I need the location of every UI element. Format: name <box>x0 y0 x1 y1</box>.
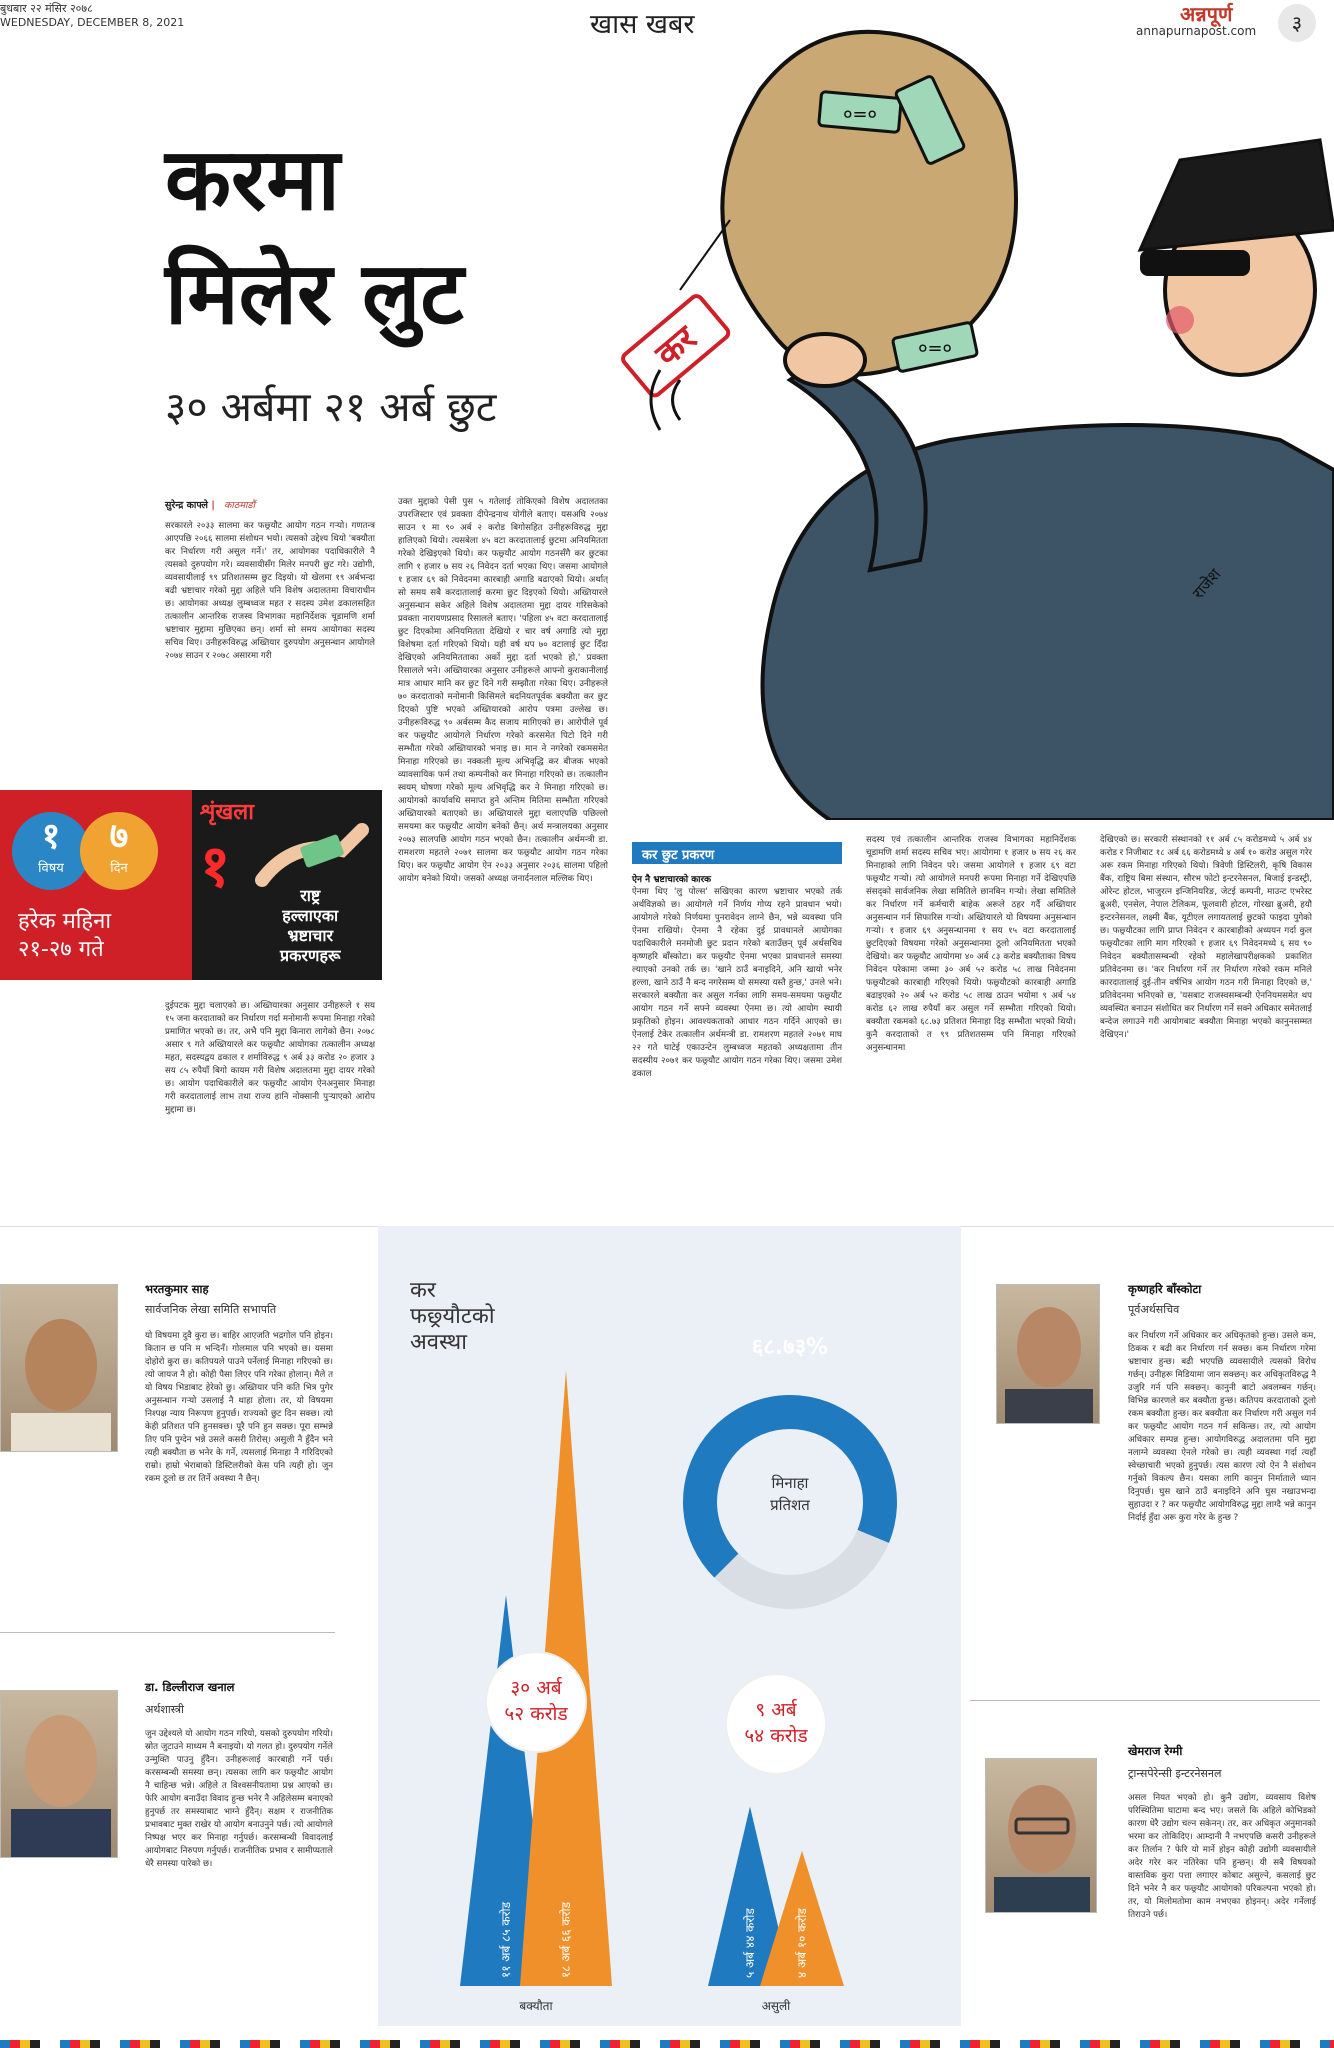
series-banner <box>0 790 192 980</box>
header-date-np: बुधबार २२ मंसिर २०७८ <box>0 2 93 15</box>
series-days-circle <box>80 812 158 890</box>
callout-2-line1: ९ अर्ब <box>755 1699 797 1721</box>
cartoonist-signature: राजेश <box>1188 564 1225 603</box>
money-hand-icon <box>252 820 372 890</box>
cartoon-hat <box>1140 140 1334 250</box>
byline: सुरेन्द्र काफ्ले | काठमाडौं <box>165 500 256 511</box>
series-count-label: विषय <box>38 861 64 876</box>
donut-chart <box>700 1335 880 1592</box>
masthead-url[interactable]: annapurnapost.com <box>1136 24 1257 38</box>
header-dates <box>0 2 184 30</box>
series-schedule: हरेक महिना २१-२७ गते <box>18 909 112 962</box>
divider <box>970 1700 1320 1701</box>
series-title: राष्ट्र हल्लाएका भ्रष्टाचार प्रकरणहरू <box>280 886 341 965</box>
article-column-6: देखिएको छ। सरकारी संस्थानको ११ अर्ब ८५ करोडमध्ये ५ अर्ब ४४ करोड र निजीबाट १८ अर्ब ६६ करोडमध्ये ४ अर्ब १० करोड असुल गरेर अरू रकम मिनाहा गरिएको थियो। त्रिवेणी डिस्टिलरी, कृषि विकास बैंक, राष्ट्रिय बिमा संस्थान, सौरभ फोटो इन्टरनेसनल, बिजाई इन्डस्ट्री, ओरेन्ट होटल, भाजुरत्न इन्जिनियरिङ, जेटई कम्पनी, माउन्ट एभरेस्ट ब्रुअरी, एनसेल, नेपाल टेलिकम, फूलवारी होटल, गोरखा ब्रुअरी, हयौ इन्टरनेसनल, लक्ष्मी बैंक, यूटीएल लगायतलाई छुटको फाइदा पुगेको छ। फछ्र्यौटका लागि प्राप्त निवेदन र कारबाहीको अध्ययन गर्दा कुल फछ्र्यौटका लागि माग गरिएको १ हजार ६९ निवेदनमध्ये ६ सय ९० निवेदन बक्यौतासम्बन्धी रहेको महालेखापरीक्षकको प्रकाशित प्रतिवेदनमा छ। 'कर निर्धारण गर्ने तर निर्धारण गरेको रकम मनिले कारदातालाई दुई-तीन वर्षभित्र आयोग गठन गरी मिनाहा दिएको छ,' प्रतिवेदनमा भनिएको छ, 'यसबाट राजस्वसम्बन्धी ऐननियमसमेत थप व्यवस्थित बनाउन संशोधित कर निर्धारण गर्ने सक्ने अधिकार समेतलाई बन्देज लगाउने गरी आयोगबाट बक्यौता मिनाहा भएको कानुनसम्मत देखिएन।' <box>1100 835 1312 1040</box>
callout-1 <box>486 1652 586 1752</box>
person-name: डा. डिल्लीराज खनाल <box>145 1680 235 1694</box>
portrait-photo <box>996 1284 1100 1424</box>
box-heading: कर छुट प्रकरण <box>632 842 842 864</box>
headline-line1: करमा <box>165 130 340 230</box>
tax-settlement-chart <box>378 1226 961 2026</box>
series-label: शृंखला <box>200 800 254 825</box>
box-subheading: ऐन नै भ्रष्टाचारको कारक <box>632 875 712 885</box>
group-label-2: असुली <box>761 1999 791 2013</box>
cartoon-illustration <box>620 0 1334 820</box>
spike-value-label: १८ अर्ब ६६ करोड <box>559 1901 573 1978</box>
spike-value-label: ५ अर्ब ४४ करोड <box>743 1908 757 1978</box>
donut-caption-2: प्रतिशत <box>770 1496 810 1514</box>
person-quote: असल नियत भएको हो। कुनै उद्योग, व्यवसाय विशेष परिस्थितिमा घाटामा बन्द भए। जसले कि अहिले कोभिडको कारण धेरै उद्योग चल्न सकेनन्। तर, कर अधिकृत अनुमानको भरमा कर तोकिदिए। आम्दानी नै नभएपछि कसरी उनीहरूले कर तिर्लान ? फेरि यो मार्ने होइन कोही उद्योगी व्यवसायीले अदेर गरेर कर नतिरेका पनि हुन्छन्। यी सबै विषयको वास्तविक कुरा पत्ता लगाएर कोबाट असुल्ने, कसलाई छुट दिने भनेर नै कर फछ्र्यौट आयोगको परिकल्पना भएको हो। तर, यो मिलोमतोमा काम नभएका होइनन्। अदेर गर्नेलाई तिराउने पर्छ। <box>1128 1793 1316 1920</box>
divider <box>0 1632 335 1633</box>
callout-2-line2: ५४ करोड <box>744 1725 808 1747</box>
page-number: ३ <box>1278 4 1316 42</box>
series-number: १ <box>200 832 231 900</box>
article-column-3: दुईपटक मुद्दा चलाएको छ। अख्तियारका अनुसार उनीहरूले १ सय १५ जना करदाताको कर निर्धारण गर्दा मनोमानी रूपमा मिनाहा गरेको प्रमाणित भएको छ। तर, अभै पनि मुद्दा किनारा लागेको छैन। २०७८ असार ९ गते अख्तियारले कर फछ्र्यौट आयोगका तत्कालीन अध्यक्ष महत, सदस्यद्वय ढकाल र शर्माविरुद्ध ९ अर्ब ३३ करोड २० हजार ३ सय ८५ रुपैयाँ बिगो कायम गरी विशेष अदालतमा मुद्दा दायर गरेको छ। आयोग पदाधिकारीले कर फछ्र्यौट आयोग ऐनअनुसार मिनाहा गरी करदातालाई लाभ तथा राज्य हानि नोक्सानी पुऱ्याएको आरोप मुद्दामा छ। <box>165 1001 375 1115</box>
cartoon-coat <box>763 425 1334 820</box>
bill-icon <box>819 92 902 133</box>
bill-label: ०=० <box>843 104 877 125</box>
person-role: सार्वजनिक लेखा समिति सभापति <box>145 1303 277 1316</box>
donut-value: ६८.७३% <box>751 1335 829 1360</box>
infographic-panel <box>378 1226 961 2026</box>
series-days-number: ७ <box>109 816 129 857</box>
headline-subline: ३० अर्बमा २१ अर्ब छुट <box>165 383 497 431</box>
section-title: खास खबर <box>590 9 695 40</box>
byline-place: काठमाडौं <box>224 500 256 511</box>
print-registration-bar <box>0 2040 1334 2048</box>
portrait-photo <box>0 1284 118 1452</box>
person-role: पूर्वअर्थसचिव <box>1128 1303 1180 1316</box>
tax-tag <box>621 294 731 398</box>
person-role: ट्रान्सपेरेन्सी इन्टरनेसनल <box>1128 1767 1222 1780</box>
masthead-logo[interactable]: अन्नपूर्ण <box>1180 2 1233 26</box>
bill-label: ०=० <box>918 338 952 359</box>
series-count-number: १ <box>41 816 61 857</box>
header-date-en: WEDNESDAY, DECEMBER 8, 2021 <box>0 16 185 29</box>
article-column-5: सदस्य एवं तत्कालीन आन्तरिक राजस्व विभागका महानिर्देशक चूडामणि शर्मा सदस्य सचिव भए। आयोगमा १ हजार ७ सय २६ कर मिनाहाको लागि निवेदन परे। जसमा आयोगले १ हजार ६९ वटा फछ्र्यौट गर्‍यो। त्यो आयोगले मनपरी रूपमा मिनाहा गर्ने देखिएपछि संसद्को सार्वजनिक लेखा समितिले छानबिन गर्‍यो। लेखा समितिले कर निर्धारण गर्ने कर्मचारी बाहेक अरूले ठहर गर्दै अख्तियार अनुसन्धान गर्न सिफारिस गर्‍यो। अख्तियारले यो विषयमा अनुसन्धान गर्‍यो। १ हजार ६९ अनुसन्धानमा १ सय १५ वटा करदातालाई छुटदिएको विषयमा गरेको अनुसन्धानमा ठूलो अनियमितता भएको देखियो। कर फछ्र्यौट आयोगमा ४० अर्ब ८३ करोड बक्यौताका विषय निवेदन परेकामा जम्मा ३० अर्ब ५२ करोड ५८ लाख निवेदनमा फछ्र्यौटको कारबाही गरिएको थियो। फछ्र्यौटको कारबाही अगाडि बढाइएको २० अर्ब ५२ करोड ५८ लाख ठाउन भयोमा ९ अर्ब ५४ करोड ६२ लाख रुपैयाँ कर असुल गर्ने सम्भौता गरिएको थियो। बक्यौता रकमको ६८.७३ प्रतिशत मिनाहा दिइ सम्भौता भएको थियो। कुनै करदाताको त ९९ प्रतिशतसम्म पनि मिनाहा गरिएको अनुसन्धानमा <box>866 835 1076 1053</box>
spike-value-label: ४ अर्ब १० करोड <box>795 1908 809 1978</box>
article-column-4: ऐनमा थिए 'लु पोल्स' सखिएका कारण भ्रष्टाचार भएको तर्क अर्थविज्ञको छ। आयोगले गर्ने निर्णय गोप्य रहने प्रावधान भयो। आयोगले गरेको निर्णयमा पुनरावेदन लाग्ने छैन, भन्ने व्यवस्था पनि ऐनमा राखियो। ऐनमा नै रहेका दुई प्रावधानले आयोगका पदाधिकारीले मनमोजी छुट प्रदान गरेको बताउँछन् पूर्व अर्थसचिव कृष्णहरि बाँस्कोटा। कर फछ्र्यौट ऐनमा भएका प्रावधानले समस्या ल्याएको उनको तर्क छ। 'खाने ठाउँ बनाइदिने, अनि खायो भनेर हल्ला, खाने ठाउँ नै बन्द नगरेसम्म यो समस्या यस्तै हुन्छ,' उनले भने। सरकारले बक्यौता कर असुल गर्नका लागि समय-समयमा फछ्र्यौट आयोग गठन गर्ने सफ्ने व्यवस्था ऐनमा छ। त्यो आयोग स्थायी प्रकृतिको होइन। आवश्यकताको आधार गठन गर्दिने आएको छ। ऐनलाई टेकेर तत्कालीन अर्थमन्त्री डा. रामशरण महतले २०७१ माघ २२ गते घाटेई एकाउन्टेन लुम्बध्वज महतको अध्यक्षतामा तीन सदस्यीय २०७१ कर फछ्र्यौट आयोग गठन गरेका थिए। जसमा उमेश ढकाल <box>632 887 842 1079</box>
series-days-label: दिन <box>110 861 128 876</box>
person-quote: यो विषयमा दुवै कुरा छ। बाहिर आएजति भद्रगोल पनि होइन। कितान छ पनि म भन्दिनँ। गोलमाल पनि भएको छ। यसमा दोहोरो कुरा छ। कतिपयले पाउने पर्नेलाई मिनाहा गरिएको छ। त्यो जायज नै हो। कोही पैसा लिएर पनि गरेका होलान्। मैले त यो विषय भिडाबाट हेरेको छु। अख्तियार पनि कति भित्र पुगेर अनुसन्धान गर्‍यो उसलाई नै थाहा होला। तर, यो विषयमा निश्पक्ष न्याय निरूपण हुनुपर्छ। राज्यको छुट दिन सक्छ। त्यो केही प्रतिशत पनि हुनसक्छ। पूरै पनि हुन सक्छ। पूरा सम्भन्ने तिए पनि पुग्देन भन्ने उसले कसरी तिरोस्। असुली नै हुँदैन भने त्यही बक्यौता छ भनेर के गर्ने, त्यसलाई मिनाहा नै गरिदिएको राम्रो। हाम्रो भेराबाको डिस्टिलरीको केस पनि त्यही हो। जुन रकम ठूलो छ तर तिर्ने अवस्था नै छैन्। <box>145 1331 333 1484</box>
article-column-2: उक्त मुद्दाको पेसी पुस ५ गतेलाई तोकिएको विशेष अदालतका उपरजिस्टार एवं प्रवक्ता दीपेन्द्रनाथ योगीले बताए। यसअघि २०७४ साउन १ मा ९० अर्ब २ करोड बिगोसहित उनीहरूविरुद्ध मुद्दा हालिएको थियो। त्यसबेला ४५ वटा करदातालाई छुटमा अनियमितता गरेको देखिइएको थियो। कर फछ्र्यौट आयोग गठनसँगै कर छुटका लागि १ हजार ७ सय २६ निवेदन दर्ता भएका थिए। जसमा आयोगले १ हजार ६९ को निवेदनमा कारबाही अगाडि बढाएको थियो। अर्थात् सो समय सबै करदातालाई करमा छुट दिइएको थियो। अख्तियारले अनुसन्धान सकेर अहिले विशेष अदालतमा मुद्दा दायर गरिसकेको प्रवक्ता नारायणप्रसाद रिसालले बताए। 'पहिला ४५ वटा करदातालाई छुट दिएकोमा अनियमितता देखियो र चार वर्ष अगाडि त्यो मुद्दा विशेषमा दर्ता गरिएको थियो। यही वर्ष थप ७० वटालाई छुट दिँदा देखिएको अनियमितताका अर्को मुद्दा दर्ता भएको हो,' प्रवक्ता रिसालले भने। अख्तियारका अनुसार उनीहरूले आफ्नो कुराकानीलाई मात्र आधार मानि कर छुट दिने गरी सम्झौता गरेका थिए। उनीहरूले ७० करदाताको मनोमानी किसिमले बदनियतपूर्वक बक्यौता कर छुट दिएको पुष्टि भएको अख्तियारको आरोप पत्रमा उल्लेख छ। उनीहरूविरुद्ध ९० अर्बसम्म कैद सजाय मागिएको छ। आरोपीले पूर्व कर फछ्र्यौट आयोगले निर्धारण गरेको करसमेत पिटो दिने गरी सम्भौता गरेको अख्तियारको भनाइ छ। मान ने नगरेको रकमसमेत मिनाहा गरिएको छ। नक्कली मूल्य अभिवृद्धि कर बीजक भएको व्यावसायिक फर्म तथा कम्पनीको कर मिनाहा गरिएको छ। तत्कालीन स्वयम् घोषणा गरेको मूल्य अभिवृद्धि कर ने मिनाहा गरिएको छ। आयोगको कार्यावधि समाप्त हुने अन्तिम मितिमा सम्भौता गरिएको अख्तियारको बताएको छ। अख्तियारले मुद्दा चलाएपछि पछिल्लो समयमा कर फछ्र्यौट आयोग बनेको छैन्। अर्थ मन्त्रालयका अनुसार २०७३ सालपछि आयोग गठन भएको छैन। तत्कालीन अर्थमन्त्री डा. रामशरण महतले २०७१ सालमा कर फछ्र्यौट आयोग गठन गरेका थिए। कर फछ्र्यौट आयोग ऐन २०३३ अनुसार २०३६ सालमा पहिलो आयोग बनेको थियो। जसको अध्यक्ष जनार्दनलाल मल्लिक थिए। <box>398 497 608 884</box>
callout-1-line1: ३० अर्ब <box>510 1677 562 1699</box>
person-name: कृष्णहरि बाँस्कोटा <box>1128 1282 1202 1296</box>
series-count-circle <box>12 812 90 890</box>
person-name: भरतकुमार साह <box>145 1282 209 1296</box>
tax-tag-label: कर <box>648 318 705 375</box>
headline-line2: मिलेर लुट <box>165 244 464 344</box>
article-column-1: सरकारले २०३३ सालमा कर फछ्र्यौट आयोग गठन गर्‍यो। गणतन्त्र आएपछि २०६६ सालमा संशोधन भयो। त्यसको उद्देश्य थियो 'बक्यौता कर निर्धारण गरी असुल गर्ने।' तर, आयोगका पदाधिकारीले नै त्यसको दुरुपयोग गरे। व्यवसायीसँग मिलेर मनपरी छुट गरे। उद्योगी, व्यवसायीलाई ९९ प्रतिशतसम्म छुट दिइयो। यो खेलमा १९ अर्बभन्दा बढी भ्रष्टाचार गरेको मुद्दा अहिले पनि विशेष अदालतमा विचाराधीन छ। आयोगका अध्यक्ष लुम्बध्वज महत र सदस्य उमेश ढकालसहित तत्कालीन आन्तरिक राजस्व विभागका महानिर्देशक चूडामणि शर्मा भ्रष्टाचार मुद्दामा मुछिएका छन्। शर्मा सो समय आयोगका सदस्य सचिव थिए। उनीहरूविरुद्ध अख्तियार दुरुपयोग अनुसन्धान आयोगले २०७४ साउन र २०७८ असारमा गरी <box>165 521 375 661</box>
sunglasses-icon <box>1140 250 1250 276</box>
person-quote: जुन उद्देश्यले यो आयोग गठन गरियो, यसको दुरुपयोग गरियो। स्रोत जुटाउने माध्यम नै बनाइयो। यो गलत हो। दुरुपयोग गर्नेले उन्मुक्ति पाउनु हुँदैन। उनीहरूलाई कारबाही गर्ने पर्छ। करसम्बन्धी समस्या छन्। त्यसका लागि कर फछ्र्यौट आयोग नै चाहिन्छ भन्ने। अहिले त विश्वसनीयतामा प्रश्न आएको छ। फेरि आयोग बनाउँदा विवाद हुन्छ भनेर नै अहिलेसम्म बनाएको हुनुपर्छ तर समस्याबाट भाग्ने हुँदैन्। सक्षम र राजनीतिक प्रभावबाट मुक्त राखेर यो आयोग बनाउनुने पर्छ। त्यो आयोगले निष्पक्ष भएर कर मिनाहा गर्नुपर्छ। करसम्बन्धी विवादलाई आयोगबाट निरुपण गर्नुपर्छ। राजनीतिक प्रभाव र सामीप्यताले धेरै समस्या पारेको छ। <box>145 1729 333 1869</box>
spike-value-label: ११ अर्ब ८५ करोड <box>499 1901 513 1978</box>
portrait-photo <box>985 1758 1097 1913</box>
money-bag <box>722 32 1016 375</box>
person-name: खेमराज रेग्मी <box>1128 1744 1183 1758</box>
donut-caption-1: मिनाहा <box>771 1474 809 1492</box>
callout-2 <box>726 1674 826 1774</box>
infographic-title: कर फछ्र्यौटको अवस्था <box>410 1278 495 1355</box>
cartoon-hand <box>785 334 865 386</box>
person-quote: कर निर्धारण गर्ने अधिकार कर अधिकृतको हुन्छ। उसले कम, ठिकक र बढी कर निर्धारण गर्न सक्छ। कम निर्धारण गरेमा भ्रष्टाचार हुन्छ। बढी भएपछि व्यवसायीले त्यसको विरोध गर्छन्। उनीहरू मिडियामा जान सक्छन्। कर अधिकृतविरुद्ध नै उजुरि गर्न पनि सक्छन्। कानुनी बाटो अवलम्बन गर्छन्। विभिन्न कारणले कर बक्यौता हुन्छ। कतिपय करदाताको ठूलो रकम बक्यौता हुन्छ। कर बक्यौता कर निर्धारण गरी असुल गर्न कर फछ्र्यौट आयोग गठन गर्न सकिन्छ। तर, त्यो आयोग अधिकार सम्पन्न हुन्छ। आयोगविरुद्ध अदालतमा पनि मुद्दा नलाग्ने व्यवस्था ऐनले गरेको छ। त्यही व्यवस्था गर्दा त्यहाँ स्वेच्छाचारी भएको हुनुपर्छ। त्यस कारण त्यो ऐन नै संशोधन गर्नुको विकल्प छैन। यसका लागि कानुन निर्माताले ध्यान दिनुपर्छ। घुस खाने ठाउँ बनाइदिने अनि घुस नखाउभन्दा सुहाउदा र ? कर फछ्र्यौट आयोगविरुद्ध मुद्दा लाग्दै भन्ने कानुन निर्दाई हुँदा अरू कुरा गरेर के हुन्छ ? <box>1128 1331 1316 1523</box>
callout-1-line2: ५२ करोड <box>504 1703 568 1725</box>
byline-author[interactable]: सुरेन्द्र काफ्ले <box>165 500 208 511</box>
group-label-1: बक्यौता <box>519 1999 553 2013</box>
portrait-photo <box>0 1690 118 1858</box>
person-role: अर्थशास्त्री <box>145 1703 184 1716</box>
series-panel <box>192 790 382 980</box>
